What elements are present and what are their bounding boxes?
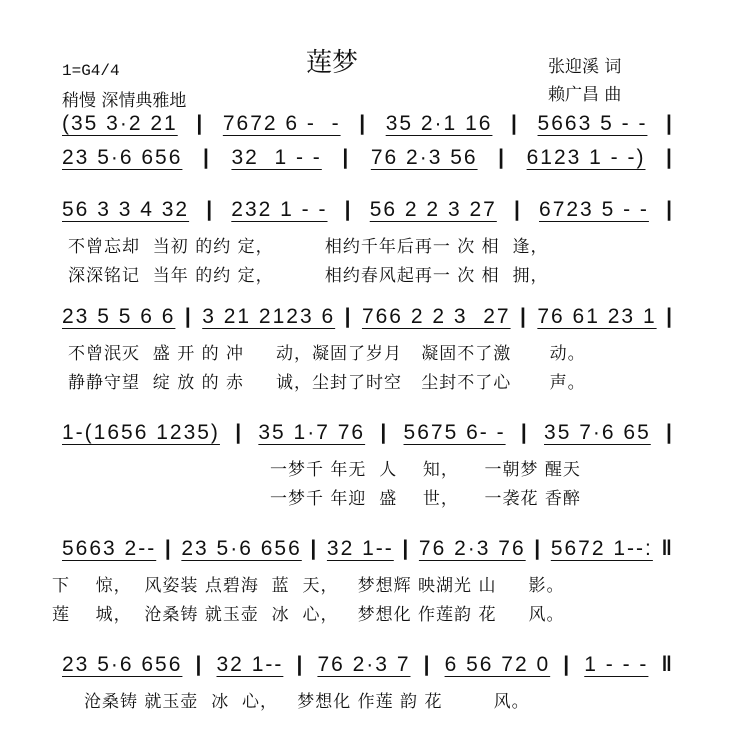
barline: | <box>359 112 368 135</box>
lyric-line: 深深铭记 当年 的约 定， 相约春风起再一 次 相 拥， <box>68 266 549 286</box>
measure: 35 2·1 16 <box>385 112 493 135</box>
measure: 35 1·7 76 <box>258 421 366 444</box>
barline: | <box>206 198 215 221</box>
barline: | <box>184 305 193 328</box>
measure: 23 5·6 656 <box>62 146 183 169</box>
measure: 766 2 2 3 27 <box>361 305 511 328</box>
barline: | <box>666 305 674 328</box>
barline: | <box>344 198 353 221</box>
measure: 1 - - - <box>584 653 649 676</box>
notation-system <box>62 653 674 677</box>
barline: | <box>666 112 674 135</box>
notation-system <box>62 146 674 170</box>
barline: | <box>235 421 244 444</box>
notation-system <box>62 305 674 329</box>
measure: 76 2·3 76 <box>418 537 526 560</box>
measure: 5672 1--: <box>550 537 653 560</box>
measure: 6723 5 - - <box>539 198 649 221</box>
barline: | <box>296 653 305 676</box>
song-title: 莲梦 <box>306 48 359 78</box>
barline: | <box>520 305 528 328</box>
barline: ‖ <box>661 653 674 676</box>
lyric-line: 一梦千 年无 人 知， 一朝梦 醒天 <box>270 460 581 480</box>
measure: 35 7·6 65 <box>544 421 651 444</box>
notation-system <box>62 112 674 136</box>
notation-system <box>62 537 674 561</box>
barline: | <box>310 537 319 560</box>
measure: (35 3·2 21 <box>62 112 178 135</box>
measure: 76 2·3 7 <box>317 653 411 676</box>
barline: | <box>563 653 572 676</box>
key-signature: 1=G4/4 <box>62 62 120 80</box>
measure: 6 56 72 0 <box>444 653 551 676</box>
barline: | <box>380 421 389 444</box>
barline: | <box>423 653 432 676</box>
barline: | <box>534 537 543 560</box>
tempo-marking: 稍慢 深情典雅地 <box>62 91 187 111</box>
barline: | <box>164 537 173 560</box>
barline: | <box>344 305 353 328</box>
barline: | <box>195 653 204 676</box>
measure: 5663 5 - - <box>537 112 648 135</box>
measure: 1-(1656 1235) <box>62 421 220 444</box>
barline: | <box>342 146 351 169</box>
lyric-line: 不曾泯灭 盛 开 的 冲 动，凝固了岁月 凝固不了激 动。 <box>68 344 586 364</box>
measure: 32 1 - - <box>231 146 322 169</box>
measure: 32 1-- <box>326 537 394 560</box>
lyric-line: 静静守望 绽 放 的 赤 诚，尘封了时空 尘封不了心 声。 <box>68 373 586 393</box>
measure: 5663 2-- <box>62 537 157 560</box>
measure: 232 1 - - <box>231 198 328 221</box>
barline: | <box>513 198 522 221</box>
barline: | <box>196 112 205 135</box>
barline: | <box>511 112 519 135</box>
lyric-line: 不曾忘却 当初 的约 定， 相约千年后再一 次 相 逢， <box>68 237 549 257</box>
measure: 56 3 3 4 32 <box>62 198 190 221</box>
lyric-line: 一梦千 年迎 盛 世， 一袭花 香醉 <box>270 489 581 509</box>
measure: 7672 6 - - <box>222 112 341 135</box>
barline: | <box>402 537 411 560</box>
measure: 23 5 5 6 6 <box>62 305 176 328</box>
lyric-line: 下 惊， 风姿装 点碧海 蓝 天， 梦想辉 映湖光 山 影。 <box>52 576 565 596</box>
measure: 5675 6- - <box>403 421 506 444</box>
barline: | <box>520 421 529 444</box>
barline: | <box>498 146 507 169</box>
barline: | <box>666 198 674 221</box>
lyric-line: 莲 城， 沧桑铸 就玉壶 冰 心， 梦想化 作莲韵 花 风。 <box>52 605 565 625</box>
measure: 23 5·6 656 <box>62 653 183 676</box>
lyricist-credit: 张迎溪 词 <box>548 57 622 77</box>
measure: 23 5·6 656 <box>181 537 302 560</box>
measure: 76 61 23 1 <box>537 305 657 328</box>
measure: 32 1-- <box>216 653 284 676</box>
measure: 76 2·3 56 <box>370 146 478 169</box>
measure: 6123 1 - -) <box>526 146 646 169</box>
composer-credit: 赖广昌 曲 <box>548 85 622 105</box>
lyric-line: 沧桑铸 就玉壶 冰 心， 梦想化 作莲 韵 花 风。 <box>84 692 530 712</box>
barline: ‖ <box>661 537 674 560</box>
notation-system <box>62 421 674 445</box>
measure: 56 2 2 3 27 <box>369 198 497 221</box>
measure: 3 21 2123 6 <box>202 305 336 328</box>
barline: | <box>666 421 674 444</box>
barline: | <box>666 146 674 169</box>
notation-system <box>62 198 674 222</box>
barline: | <box>202 146 211 169</box>
